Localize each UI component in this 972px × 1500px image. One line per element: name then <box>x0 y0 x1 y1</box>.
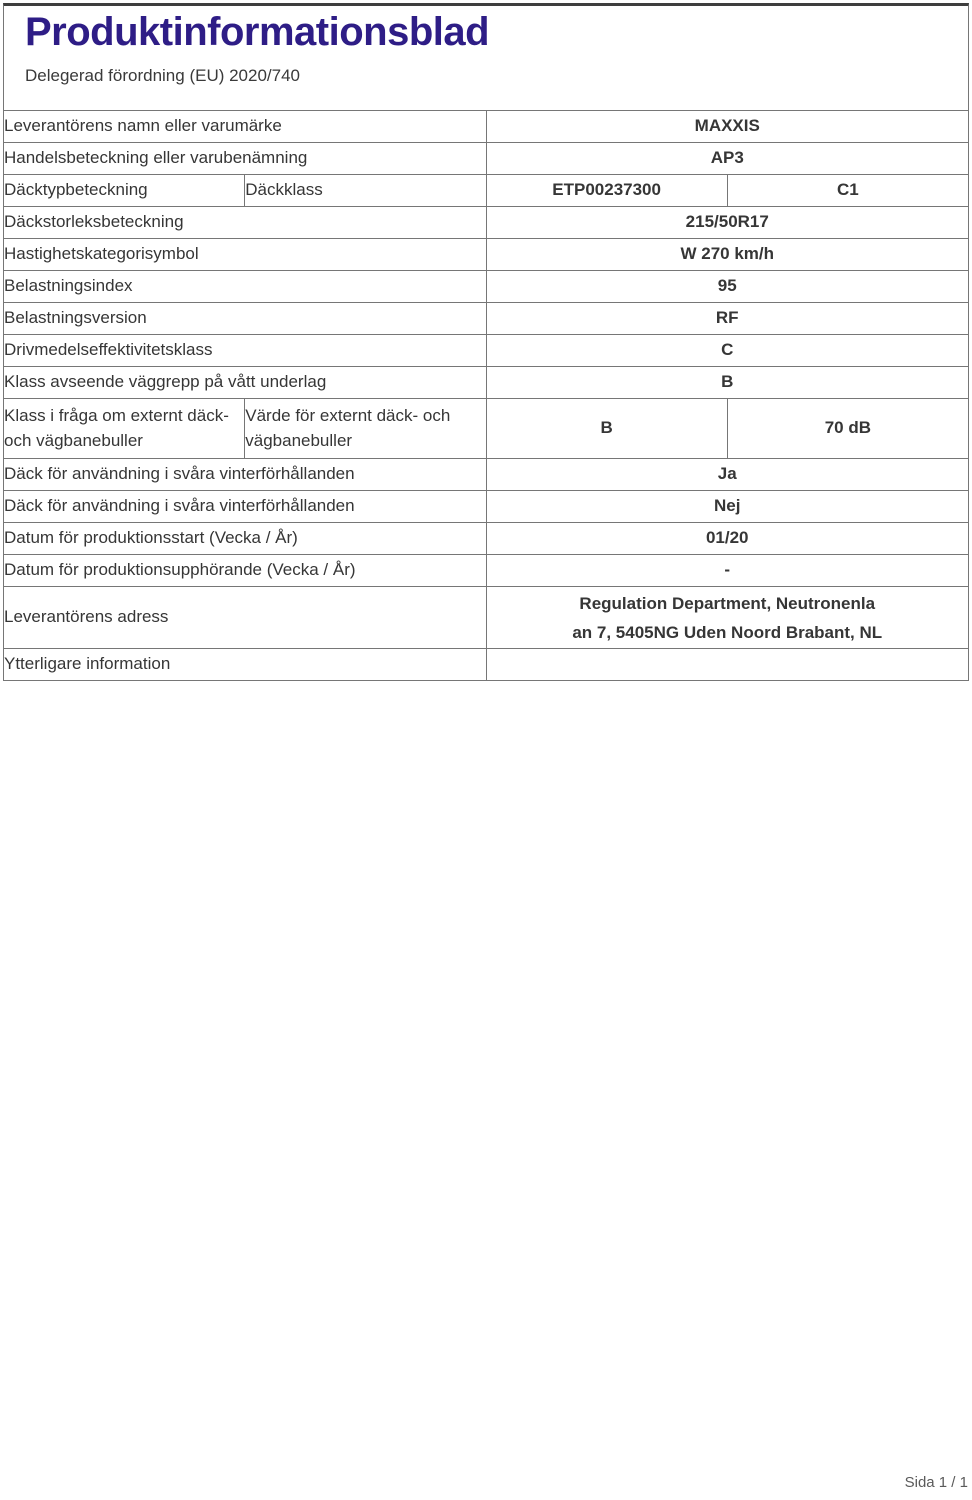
table-row <box>4 239 969 271</box>
table-row <box>4 555 969 587</box>
row-value: B <box>486 367 969 399</box>
row-label: Handelsbeteckning eller varubenämning <box>4 143 487 175</box>
row-value: B <box>486 399 727 459</box>
row-label: Datum för produktionsupphörande (Vecka / År) <box>4 555 487 587</box>
title-section <box>3 3 969 110</box>
row-label: Däcktypbeteckning <box>4 175 245 207</box>
row-label: Däckklass <box>245 175 486 207</box>
row-label: Leverantörens namn eller varumärke <box>4 111 487 143</box>
row-label: Klass avseende väggrepp på vått underlag <box>4 367 487 399</box>
row-label: Klass i fråga om externt däck- och vägbanebuller <box>4 399 245 459</box>
row-label: Belastningsindex <box>4 271 487 303</box>
row-label: Drivmedelseffektivitetsklass <box>4 335 487 367</box>
row-label: Värde för externt däck- och vägbanebuller <box>245 399 486 459</box>
table-row <box>4 175 969 207</box>
page-number: Sida 1 / 1 <box>904 1474 968 1491</box>
product-info-table <box>3 110 969 681</box>
table-row <box>4 491 969 523</box>
row-value: Nej <box>486 491 969 523</box>
row-label: Datum för produktionsstart (Vecka / År) <box>4 523 487 555</box>
table-row <box>4 303 969 335</box>
table-row <box>4 459 969 491</box>
table-row <box>4 649 969 681</box>
table-row <box>4 587 969 649</box>
row-value <box>486 587 969 649</box>
row-value: Ja <box>486 459 969 491</box>
table-row <box>4 367 969 399</box>
table-row <box>4 271 969 303</box>
row-value: ETP00237300 <box>486 175 727 207</box>
page-title: Produktinformationsblad <box>25 10 490 54</box>
table-row <box>4 207 969 239</box>
row-value <box>486 649 969 681</box>
row-value: RF <box>486 303 969 335</box>
table-row <box>4 143 969 175</box>
row-value: 01/20 <box>486 523 969 555</box>
row-value: C <box>486 335 969 367</box>
row-label: Däckstorleksbeteckning <box>4 207 487 239</box>
row-value: W 270 km/h <box>486 239 969 271</box>
row-label: Däck för användning i svåra vinterförhållanden <box>4 491 487 523</box>
row-value: 95 <box>486 271 969 303</box>
row-label: Belastningsversion <box>4 303 487 335</box>
table-row <box>4 111 969 143</box>
table-row <box>4 335 969 367</box>
row-label: Däck för användning i svåra vinterförhållanden <box>4 459 487 491</box>
row-value: AP3 <box>486 143 969 175</box>
document-sheet <box>3 3 969 681</box>
regulation-subtitle: Delegerad förordning (EU) 2020/740 <box>25 66 301 85</box>
row-value: MAXXIS <box>486 111 969 143</box>
row-label: Hastighetskategorisymbol <box>4 239 487 271</box>
table-row <box>4 523 969 555</box>
row-value: - <box>486 555 969 587</box>
row-value: C1 <box>727 175 968 207</box>
address-line-1: Regulation Department, Neutronenla <box>579 593 876 613</box>
row-label: Leverantörens adress <box>4 587 487 649</box>
row-value: 215/50R17 <box>486 207 969 239</box>
row-label: Ytterligare information <box>4 649 487 681</box>
row-value: 70 dB <box>727 399 968 459</box>
address-line-2: an 7, 5405NG Uden Noord Brabant, NL <box>572 622 883 642</box>
table-row <box>4 399 969 459</box>
